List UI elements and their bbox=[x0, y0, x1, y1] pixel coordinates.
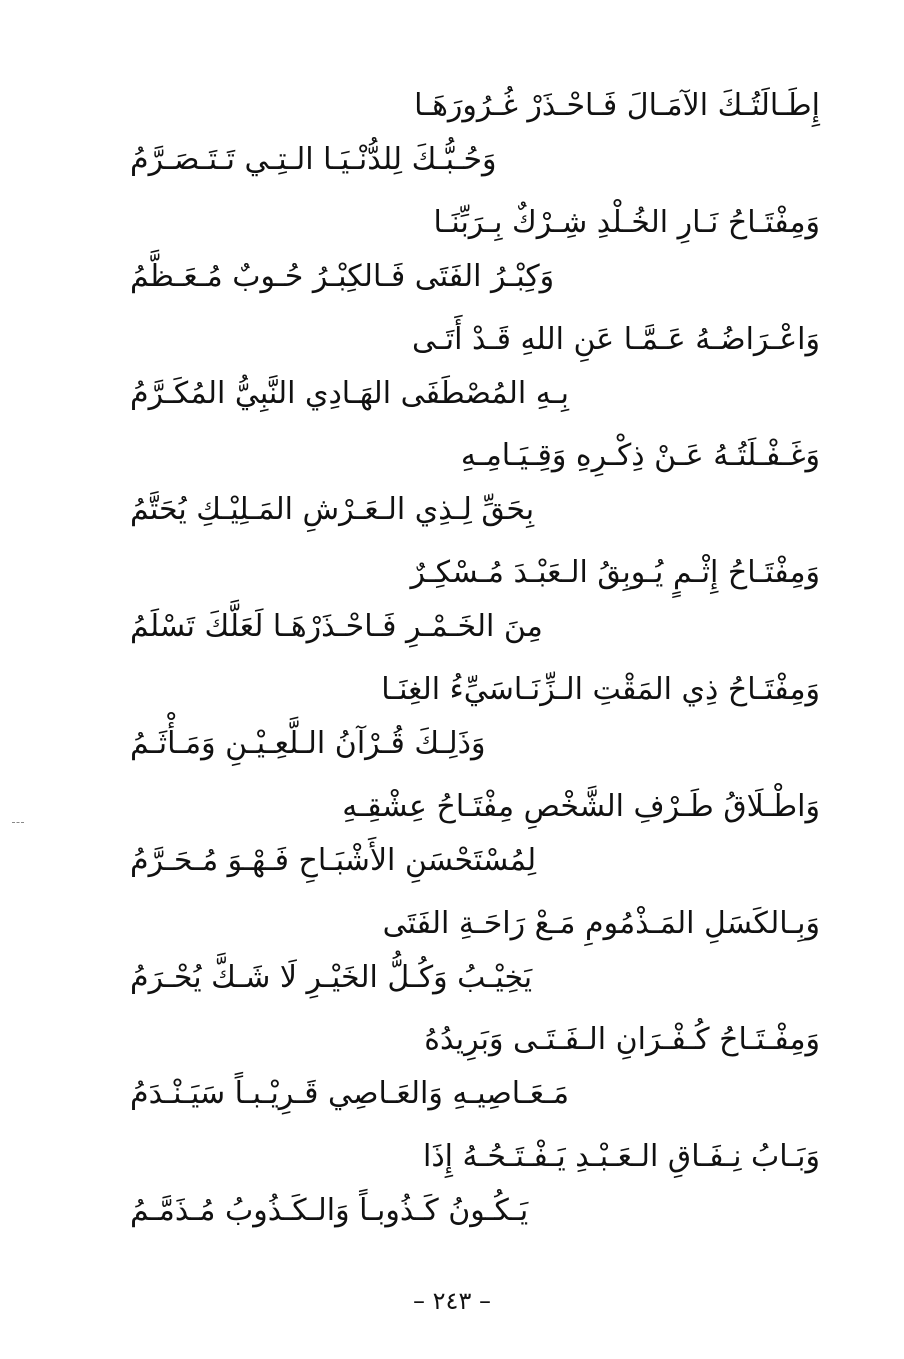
page-number: – ٢٤٣ – bbox=[413, 1287, 491, 1315]
stanza bbox=[120, 1014, 820, 1131]
verse-first-hemistich: وَاطْـلَاقُ طَـرْفِ الشَّخْصِ مِفْتَـاحُ عِشْقِـهِ bbox=[342, 788, 820, 824]
verse-first-hemistich: وَمِفْـتَـاحُ كُـفْـرَانِ الـفَـتَـى وَبَرِيدُهُ bbox=[424, 1022, 820, 1058]
stanza bbox=[120, 664, 820, 781]
verse-second-hemistich: بِـهِ المُصْطَفَى الهَـادِي النَّبِيُّ المُكَـرَّمُ bbox=[130, 375, 569, 411]
verse-second-hemistich: يَخِيْـبُ وَكُـلُّ الخَيْـرِ لَا شَـكَّ يُحْـرَمُ bbox=[130, 959, 533, 995]
stanza bbox=[120, 430, 820, 547]
stanza bbox=[120, 197, 820, 314]
verse-first-hemistich: وَمِفْتَـاحُ نَـارِ الخُـلْدِ شِـرْكٌ بِـرَبِّنَـا bbox=[433, 204, 820, 240]
verse-second-hemistich: مَـعَـاصِيـهِ وَالعَـاصِي قَـرِيْـبـاً سَيَـنْـدَمُ bbox=[130, 1076, 570, 1112]
verse-second-hemistich: مِنَ الخَـمْـرِ فَـاحْـذَرْهَـا لَعَلَّكَ تَسْلَمُ bbox=[130, 609, 543, 645]
stanza bbox=[120, 1131, 820, 1248]
verse-first-hemistich: وَمِفْتَـاحُ ذِي المَقْتِ الـزِّنَـاسَيِّءُ الغِنَـا bbox=[381, 671, 820, 707]
stanza bbox=[120, 314, 820, 431]
verse-second-hemistich: وَحُـبُّـكَ لِلدُّنْـيَـا الـتِـي تَـتَـصَـرَّمُ bbox=[130, 142, 497, 177]
stanza bbox=[120, 547, 820, 664]
verse-first-hemistich: وَبَـابُ نِـفَـاقِ الـعَـبْـدِ يَـفْـتَـحُـهُ إِذَا bbox=[422, 1139, 820, 1175]
stanza bbox=[120, 781, 820, 898]
verse-first-hemistich: وَاعْـرَاضُـهُ عَـمَّـا عَنِ اللهِ قَـدْ أَتَـى bbox=[412, 321, 820, 357]
scan-margin-mark bbox=[12, 822, 24, 823]
verse-second-hemistich: بِحَقِّ لِـذِي الـعَـرْشِ المَـلِيْـكِ يُحَتَّمُ bbox=[130, 492, 535, 528]
verse-first-hemistich: وَغَـفْـلَتُـهُ عَـنْ ذِكْـرِهِ وَقِـيَـامِـهِ bbox=[460, 438, 820, 474]
verse-first-hemistich: وَمِفْتَـاحُ إِثْـمٍ يُـوبِقُ الـعَبْـدَ مُـسْكِـرٌ bbox=[410, 555, 820, 591]
verse-second-hemistich: لِمُسْتَحْسَنِ الأَشْبَـاحِ فَـهْـوَ مُـحَـرَّمُ bbox=[130, 842, 537, 878]
verse-first-hemistich: وَبِـالكَسَلِ المَـذْمُومِ مَـعْ رَاحَـةِ الفَتَى bbox=[382, 905, 820, 941]
verse-second-hemistich: يَـكُـونُ كَـذُوبـاً وَالـكَـذُوبُ مُـذَمَّـمُ bbox=[130, 1193, 529, 1229]
stanza bbox=[120, 80, 820, 197]
stanza bbox=[120, 898, 820, 1015]
poem bbox=[120, 80, 820, 1248]
verse-second-hemistich: وَذَلِـكَ قُـرْآنُ الـلَّعِـيْـنِ وَمَـأْثَـمُ bbox=[130, 725, 486, 761]
verse-first-hemistich: إِطَـالَتُـكَ الآمَـالَ فَـاحْـذَرْ غُـرُورَهَـا bbox=[414, 88, 820, 123]
verse-second-hemistich: وَكِبْـرُ الفَتَى فَـالكِبْـرُ حُـوبٌ مُـعَـظَّمُ bbox=[130, 258, 555, 294]
